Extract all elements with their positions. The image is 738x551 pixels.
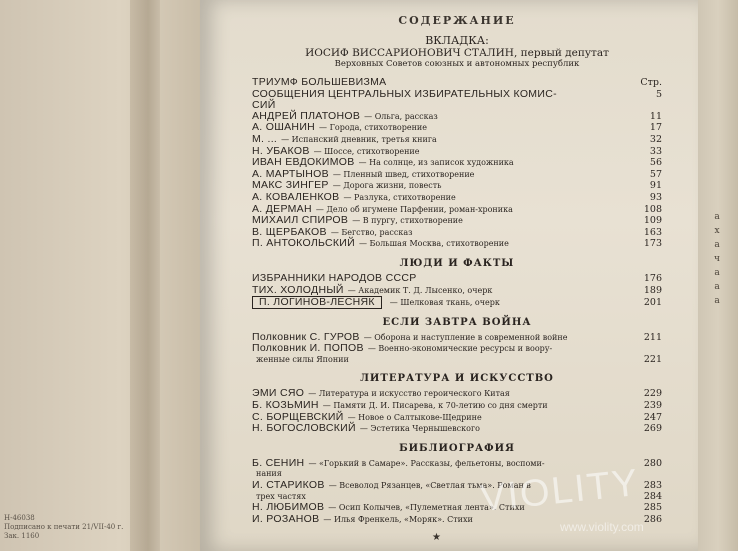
contents-entry [252,89,662,101]
entry-author: ИВАН ЕВДОКИМОВ [252,156,355,169]
contents-entry [252,215,662,227]
entry-title: — Академик Т. Д. Лысенко, очерк [347,285,493,295]
contents-body [252,14,662,525]
edge-letter: а [714,240,720,250]
entry-page-number: 17 [649,122,662,134]
entry-author: А. ДЕРМАН [252,202,312,215]
entry-author: И. СТАРИКОВ [252,479,325,492]
entry-author: Полковник С. ГУРОВ [252,330,360,343]
entry-author: А. ОШАНИН [252,121,316,134]
imprint-block [4,514,154,541]
entry-title: — В пургу, стихотворение [352,216,463,226]
edge-letter: а [714,282,720,292]
contents-entry [252,192,662,204]
edge-letter: а [714,212,720,222]
imprint-line: Н-46038 [4,514,35,522]
entry-page-number: 163 [643,226,662,238]
entry-author: Полковник И. ПОПОВ [252,342,364,355]
entry-page-number: 283 [643,480,662,492]
insert-title: ВКЛАДКА: [425,34,489,47]
next-page-edge [698,0,738,551]
entry-page-number: 221 [643,353,662,365]
section-heading: ЕСЛИ ЗАВТРА ВОЙНА [382,316,532,328]
entry-page-number: 211 [643,331,662,343]
contents-entry [252,343,662,355]
entry-author: Н. ЛЮБИМОВ [252,501,325,514]
entry-author: Б. КОЗЬМИН [252,399,319,412]
entry-author: МИХАИЛ СПИРОВ [252,214,349,227]
entry-author: А. КОВАЛЕНКОВ [252,190,340,203]
section-people [252,273,662,309]
contents-entry [252,273,662,285]
contents-entry [252,400,662,412]
entry-title: — «Горький в Самаре». Рассказы, фельетоны, воспоми- [308,458,545,468]
entry-author: В. ЩЕРБАКОВ [252,225,327,238]
star-ornament: ★ [432,532,441,543]
entry-title: — Литература и искусство героического Китая [308,389,510,399]
entry-title: — Новое о Салтыкове-Щедрине [347,412,482,422]
entry-page-number: 176 [643,272,662,284]
entry-author: С. БОРЩЕВСКИЙ [252,410,344,423]
imprint-line: Зак. 1160 [4,532,40,540]
entry-title: трех частях [256,491,306,501]
section-heading: БИБЛИОГРАФИЯ [399,442,515,454]
contents-entry [252,296,662,309]
entry-page-number: 247 [643,411,662,423]
entry-title: — Испанский дневник, третья книга [281,134,437,144]
entry-page-number: 91 [649,180,662,192]
entry-title: — Ольга, рассказ [364,111,438,121]
entry-page-number: 33 [649,145,662,157]
edge-letters [712,210,722,308]
contents-entry [252,285,662,297]
entry-author: СООБЩЕНИЯ ЦЕНТРАЛЬНЫХ ИЗБИРАТЕЛЬНЫХ КОМИС- [252,87,557,100]
entry-page-number: 201 [643,297,662,309]
entry-title: — Шелковая ткань, очерк [389,298,500,308]
contents-entry [252,77,662,89]
watermark-url: www.violity.com [560,520,644,534]
entry-page-number: 109 [643,215,662,227]
contents-entry [252,122,662,134]
entry-page-number: 108 [643,203,662,215]
entry-title: — Дорога жизни, повесть [332,181,442,191]
entry-page-number: 93 [649,191,662,203]
entry-title: женные силы Японии [256,354,349,364]
section-literature [252,388,662,434]
entry-page-number: 286 [643,513,662,525]
entry-title: — Большая Москва, стихотворение [358,239,509,249]
entry-author: Н. БОГОСЛОВСКИЙ [252,422,356,435]
entry-page-number: 32 [649,133,662,145]
left-page [0,0,202,551]
entry-title: — Пленный швед, стихотворение [332,169,475,179]
page-fold [130,0,160,551]
contents-entry [252,238,662,250]
entry-title: — Разлука, стихотворение [343,192,456,202]
entry-author: МАКС ЗИНГЕР [252,179,329,192]
entry-author: ТИХ. ХОЛОДНЫЙ [252,283,344,296]
edge-letter: ч [714,254,720,264]
entry-title: — Памяти Д. И. Писарева, к 70-летию со дня смерти [322,401,548,411]
section-heading: ЛИТЕРАТУРА И ИСКУССТВО [360,373,554,385]
entry-page-number: 285 [643,502,662,514]
entry-title: — На солнце, из записок художника [358,158,514,168]
entry-title: — Военно-экономические ресурсы и воору- [367,344,553,354]
entry-title: — Всеволод Рязанцев, «Светлая тьма». Роман в [328,481,531,491]
entry-page-number: 56 [649,157,662,169]
insert-line: Верховных Советов союзных и автономных республик [334,59,580,69]
entry-title: — Дело об игумене Парфении, роман-хроника [315,204,513,214]
entry-page-number: 57 [649,168,662,180]
entry-title: — Эстетика Чернышевского [359,424,480,434]
contents-entry [252,355,662,366]
entry-author: ЭМИ СЯО [252,387,305,400]
entry-author: П. ЛОГИНОВ-ЛЕСНЯК [252,296,382,309]
entry-author: ИЗБРАННИКИ НАРОДОВ СССР [252,271,417,284]
section-war [252,332,662,366]
entry-author: П. АНТОКОЛЬСКИЙ [252,237,355,250]
insert-line: ИОСИФ ВИССАРИОНОВИЧ СТАЛИН, первый депутат [305,47,609,59]
section-heading: ЛЮДИ И ФАКТЫ [399,257,515,269]
entry-author: Н. УБАКОВ [252,144,310,157]
edge-letter: а [714,296,720,306]
entry-author: М. ... [252,132,278,145]
entry-author: Б. СЕНИН [252,456,305,469]
entry-title: нания [256,469,282,479]
section-main [252,77,662,250]
entry-author: И. РОЗАНОВ [252,512,320,525]
entry-page-number: Стр. [640,77,662,88]
entry-author: ТРИУМФ БОЛЬШЕВИЗМА [252,76,387,88]
entry-page-number: 280 [643,457,662,469]
watermark: VIOLITY [478,461,642,521]
entry-page-number: 11 [649,110,662,122]
entry-author: АНДРЕЙ ПЛАТОНОВ [252,109,361,122]
entry-page-number: 284 [643,490,662,502]
entry-page-number: 269 [643,423,662,435]
entry-title: — Города, стихотворение [319,123,427,133]
entry-title: — Осип Колычев, «Пулеметная лента». Стихи [328,503,525,513]
entry-page-number: 5 [655,88,662,100]
entry-page-number: 189 [643,284,662,296]
entry-title: — Шоссе, стихотворение [313,146,420,156]
entry-title: — Илья Френкель, «Моряк». Стихи [323,514,473,524]
entry-page-number: 239 [643,400,662,412]
entry-title: — Оборона и наступление в современной войне [363,332,568,342]
entry-author: А. МАРТЫНОВ [252,167,329,180]
entry-title: — Бегство, рассказ [330,227,413,237]
contents-entry [252,423,662,435]
entry-page-number: 173 [643,238,662,250]
page-title: СОДЕРЖАНИЕ [398,14,516,27]
entry-author: СИЙ [252,99,276,112]
edge-letter: х [714,226,720,236]
imprint-line: Подписано к печати 21/VII-40 г. [4,523,124,531]
entry-page-number: 229 [643,388,662,400]
edge-letter: а [714,268,720,278]
contents-entry [252,134,662,146]
contents-entry [252,157,662,169]
